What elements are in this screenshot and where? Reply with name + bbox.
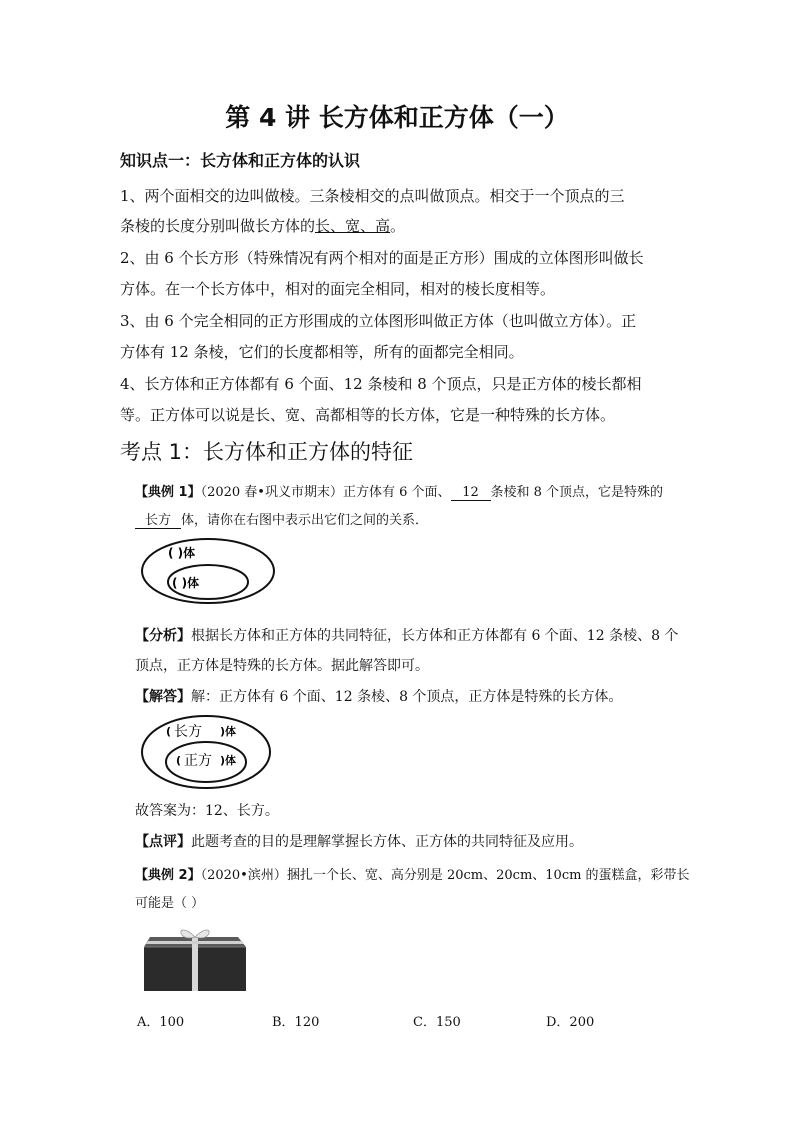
- example-1-tag: 【典例 1】: [135, 485, 201, 500]
- analysis-label: 【分析】: [135, 628, 191, 644]
- point-4-line-2: 等。正方体可以说是长、宽、高都相等的长方体，它是一种特殊的长方体。: [120, 406, 616, 424]
- ribbon-vertical: [192, 937, 198, 991]
- final-answer: 故答案为：12、长方。: [135, 803, 279, 819]
- analysis-line-2: 顶点，正方体是特殊的长方体。据此解答即可。: [135, 658, 429, 674]
- comment-label: 【点评】: [135, 834, 191, 850]
- answer-line: [135, 686, 622, 706]
- point-2-line-2: 方体。在一个长方体中，相对的面完全相同，相对的棱长度相等。: [120, 280, 556, 298]
- bow-left: [181, 930, 195, 938]
- option-a[interactable]: A．100: [137, 1015, 185, 1030]
- example-2-line-1: [135, 864, 690, 883]
- point-3-line-2: 方体有 12 条棱，它们的长度都相等，所有的面都完全相同。: [120, 343, 524, 361]
- point-1-line-1: 1、两个面相交的边叫做棱。三条棱相交的点叫做顶点。相交于一个顶点的三: [120, 187, 625, 205]
- example-2-line-2: 可能是（ ）: [135, 896, 205, 911]
- inner-label: ( )体: [172, 576, 200, 590]
- filled-relation-diagram: [138, 712, 274, 792]
- example-1-text-c: 体，请你在右图中表示出它们之间的关系．: [181, 513, 429, 528]
- filled-outer-open: (: [166, 725, 172, 738]
- empty-relation-diagram: [138, 535, 278, 607]
- example-1-line-2: [135, 509, 428, 529]
- example-1-text-b: 条棱和 8 个顶点，它是特殊的: [490, 485, 664, 500]
- point-3-line-1: 3、由 6 个完全相同的正方形围成的立体图形叫做正方体（也叫做立方体）。正: [120, 312, 637, 330]
- comment-line: [135, 831, 583, 851]
- example-1-blank-2: 长方: [135, 509, 181, 529]
- answer-text: 解：正方体有 6 个面、12 条棱、8 个顶点，正方体是特殊的长方体。: [191, 689, 623, 705]
- analysis-text-1: 根据长方体和正方体的共同特征，长方体和正方体都有 6 个面、12 条棱、8 个: [191, 628, 679, 644]
- point-1-line-2: [120, 216, 405, 236]
- analysis-line-1: [135, 625, 678, 645]
- example-2-text-1: 捆扎一个长、宽、高分别是 20cm、20cm、10cm 的蛋糕盒，彩带长: [286, 868, 690, 883]
- outer-ellipse: [142, 539, 274, 603]
- bow-right: [195, 930, 209, 938]
- example-2-source: （2020•滨州）: [200, 868, 287, 883]
- point-1-end: 。: [390, 217, 406, 235]
- example-1-blank-1: 12: [451, 485, 491, 501]
- outer-label: ( )体: [168, 546, 196, 560]
- comment-text: 此题考查的目的是理解掌握长方体、正方体的共同特征及应用。: [191, 834, 583, 850]
- filled-inner-word: 正方: [184, 753, 212, 769]
- ribbon-horizontal: [146, 941, 244, 944]
- filled-inner-close: )体: [220, 754, 237, 767]
- filled-outer-word: 长方: [174, 724, 202, 740]
- point-4-line-1: 4、长方体和正方体都有 6 个面、12 条棱和 8 个顶点，只是正方体的棱长都相: [120, 375, 642, 393]
- filled-inner-open: (: [176, 754, 182, 767]
- point-1-text: 条棱的长度分别叫做长方体的: [120, 217, 316, 235]
- option-b[interactable]: B．120: [272, 1015, 320, 1030]
- example-1-line-1: [135, 481, 663, 501]
- answer-label: 【解答】: [135, 689, 191, 705]
- example-2-tag: 【典例 2】: [135, 868, 201, 883]
- example-1-text-a: 正方体有 6 个面、: [342, 485, 451, 500]
- point-2-line-1: 2、由 6 个长方形（特殊情况有两个相对的面是正方形）围成的立体图形叫做长: [120, 249, 644, 267]
- point-1-underlined: 长、宽、高: [315, 217, 391, 235]
- example-1-source: （2020 春•巩义市期末）: [200, 485, 343, 500]
- knowledge-heading: 知识点一：长方体和正方体的认识: [120, 151, 361, 170]
- cake-box-image: [140, 921, 250, 993]
- page-title: 第 4 讲 长方体和正方体（一）: [225, 103, 569, 132]
- option-d[interactable]: D．200: [546, 1015, 595, 1030]
- option-c[interactable]: C．150: [413, 1015, 461, 1030]
- filled-outer-close: )体: [220, 725, 237, 738]
- filled-outer-ellipse: [142, 716, 270, 788]
- section-title: 考点 1：长方体和正方体的特征: [120, 440, 414, 464]
